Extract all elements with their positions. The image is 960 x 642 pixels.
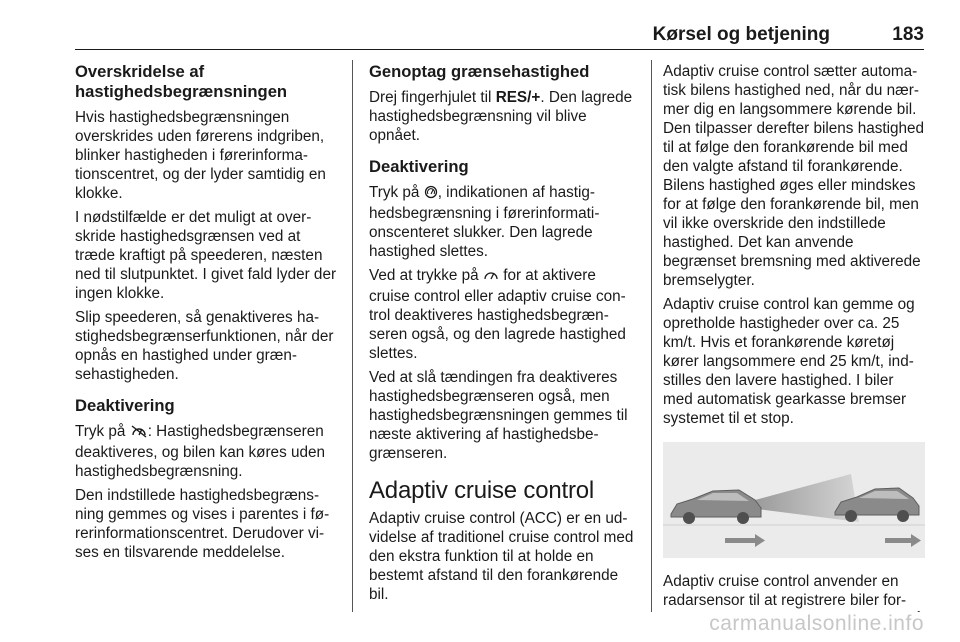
column-divider-2 — [651, 60, 652, 612]
paragraph: Hvis hastighedsbegrænsningen overskrides uden førerens indgriben, blinker hastigheden i førerinformationscentret, og der lyder samtidig en klokke. — [75, 109, 326, 202]
paragraph: Adaptiv cruise control kan gemme og opretholde hastigheder over ca. 25 km/t. Hvis et forankørende køretøj kører langsommere end 25 km/t, indstilles den lavere hastighed. I biler med automatisk gearkasse bremser systemet til et stop. — [663, 296, 915, 427]
paragraph: Ved at slå tændingen fra deaktiveres hastighedsbegrænseren også, men hastighedsbegrænsningen gemmes til næste aktivering af hastighedsbegrænseren. — [369, 369, 628, 462]
paragraph: Adaptiv cruise control (ACC) er en udvidelse af traditionel cruise control med den ekstra funktion til at holde en bestemt afstand til den forankørende bil. — [369, 510, 634, 603]
heading-deaktivering: Deaktivering — [369, 157, 469, 176]
column-3 — [663, 62, 927, 612]
paragraph: I nødstilfælde er det muligt at overskride hastighedsgrænsen ved at træde kraftigt på speederen, næsten ned til slutpunktet. I givet fald lyder der ingen klokke. — [75, 209, 337, 302]
heading-deaktivering: Deaktivering — [75, 396, 175, 415]
cruise-control-icon — [483, 268, 499, 287]
column-divider-1 — [352, 60, 353, 612]
speed-limiter-off-icon — [130, 424, 148, 443]
text-run: : Hastighedsbegrænseren deaktiveres, og bilen kan køres uden hastighedsbegrænsning. — [75, 423, 325, 480]
paragraph: Adaptiv cruise control sætter automatisk bilens hastighed ned, når du nærmer dig en langsommere kørende bil. Den tilpasser derefter bilens hastighed til at følge den forankørende bil med den valgte afstand til forankørende. Bilens hastighed øges eller mindskes for at følge den forankørende bil, men vil ikke overskride den indstillede hastighed. Det kan anvende begrænset bremsning med aktiverede bremselygter. — [663, 63, 925, 289]
paragraph: Den indstillede hastighedsbegrænsning gemmes og vises i parentes i førerinformationscentret. Derudover vises en tilsvarende meddelelse. — [75, 487, 330, 561]
speed-limiter-icon — [424, 185, 438, 204]
paragraph: Adaptiv cruise control anvender en radarsensor til at registrere biler for — [663, 573, 907, 609]
page-number: 183 — [892, 24, 924, 45]
paragraph — [369, 266, 637, 363]
column-2 — [369, 62, 637, 612]
text-run: , indikationen af hastighedsbegrænsning i førerinformationscenteret slukker. Den lagrede hastighed slettes. — [369, 184, 600, 260]
acc-illustration — [663, 442, 925, 558]
paragraph — [369, 88, 637, 145]
text-run: Ved at trykke på — [369, 267, 479, 284]
running-header: Kørsel og betjening — [652, 24, 830, 45]
res-plus-label: RES/+ — [495, 89, 541, 106]
watermark: carmanualsonline.info — [709, 612, 924, 635]
section-title-adaptiv: Adaptiv cruise control — [369, 477, 595, 504]
paragraph — [75, 422, 340, 481]
text-run: Tryk på — [75, 423, 126, 440]
paragraph: Slip speederen, så genaktiveres hastighedsbegrænserfunktionen, når der opnås en hastighed under grænsehastigheden. — [75, 309, 334, 383]
text-run: . Den lagrede hastighedsbegrænsning vil blive opnået. — [369, 89, 633, 144]
paragraph — [369, 183, 637, 261]
column-1 — [75, 62, 340, 612]
text-run: Tryk på — [369, 184, 420, 201]
header-rule — [75, 49, 924, 50]
heading-genoptag: Genoptag grænsehastighed — [369, 62, 590, 81]
text-run: Drej fingerhjulet til — [369, 89, 492, 106]
text-run: for at aktivere cruise control eller adaptiv cruise control deaktiveres hastighedsbegrænseren også, og den lagrede hastighed slettes. — [369, 267, 626, 362]
heading-overskridelse: Overskridelse af hastighedsbegrænsningen — [75, 62, 288, 101]
